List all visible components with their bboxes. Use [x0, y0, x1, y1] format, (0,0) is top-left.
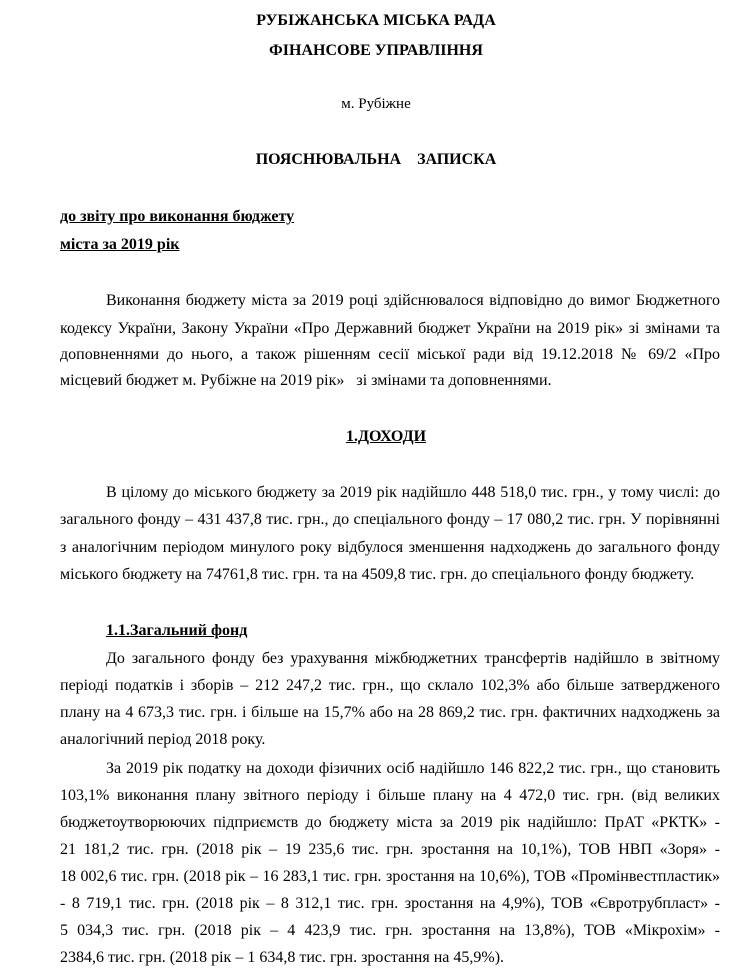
- general-fund-p2-line-4: 21 181,2 тис. грн. (2018 рік – 19 235,6 тис. грн. зростання на 10,1%), ТОВ НВП «Зоря» -: [60, 841, 720, 858]
- general-fund-p1-line-3: плану на 4 673,3 тис. грн. і більше на 15,7% або на 28 869,2 тис. грн. фактичних надходжень за: [60, 704, 720, 721]
- general-fund-p2-line-1: За 2019 рік податку на доходи фізичних осіб надійшло 146 822,2 тис. грн., що становить: [106, 760, 720, 777]
- general-fund-p1-line-1: До загального фонду без урахування міжбюджетних трансфертів надійшло в звітному: [106, 650, 720, 667]
- income-line-4: міського бюджету на 74761,8 тис. грн. та на 4509,8 тис. грн. до спеціального фонду бюджету.: [60, 566, 695, 583]
- income-line-3: з аналогічним періодом минулого року відбулося зменшення надходжень до загального фонду: [60, 539, 720, 556]
- general-fund-p2-line-3: бюджетоутворюючих підприємств до бюджету міста за 2019 рік надійшло: ПрАТ «РКТК» -: [60, 814, 720, 831]
- general-fund-p2-line-6: - 8 719,1 тис. грн. (2018 рік – 8 312,1 тис. грн. зростання на 4,9%), ТОВ «Євротрубпласт» -: [60, 895, 720, 912]
- general-fund-p2-line-2: 103,1% виконання плану звітного періоду і більше плану на 4 472,0 тис. грн. (від великих: [60, 787, 720, 804]
- general-fund-p2-line-5: 18 002,6 тис. грн. (2018 рік – 16 283,1 тис. грн. зростання на 10,6%), ТОВ «Промінвестпластик»: [60, 868, 720, 885]
- general-fund-p2-line-7: 5 034,3 тис. грн. (2018 рік – 4 423,9 тис. грн. зростання на 13,8%), ТОВ «Мікрохім» -: [60, 922, 720, 939]
- subtitle-line-1: до звіту про виконання бюджету: [60, 208, 295, 225]
- council-name: РУБІЖАНСЬКА МІСЬКА РАДА: [256, 12, 496, 29]
- general-fund-p1-line-4: аналогічний період 2018 року.: [60, 731, 266, 748]
- general-fund-p1-line-2: періоді податків і зборів – 212 247,2 тис. грн., що склало 102,3% або більше затвердженого: [60, 677, 720, 694]
- intro-line-1: Виконання бюджету міста за 2019 році здійснювалося відповідно до вимог Бюджетного: [106, 292, 720, 309]
- subsection-heading-general-fund: 1.1.Загальний фонд: [106, 622, 248, 639]
- intro-line-2: кодексу України, Закону України «Про Державний бюджет України на 2019 рік» зі змінами та: [60, 320, 720, 337]
- section-heading-income: 1.ДОХОДИ: [345, 428, 427, 445]
- city-name: м. Рубіжне: [341, 96, 411, 112]
- document-title: ПОЯСНЮВАЛЬНА ЗАПИСКА: [255, 151, 497, 168]
- department-name: ФІНАНСОВЕ УПРАВЛІННЯ: [269, 42, 483, 59]
- income-line-1: В цілому до міського бюджету за 2019 рік надійшло 448 518,0 тис. грн., у тому числі: до: [106, 484, 720, 501]
- subtitle-line-2: міста за 2019 рік: [60, 236, 180, 253]
- general-fund-p2-line-8: 2384,6 тис. грн. (2018 рік – 1 634,8 тис. грн. зростання на 45,9%).: [60, 949, 505, 966]
- intro-line-4: місцевий бюджет м. Рубіжне на 2019 рік» зі змінами та доповненнями.: [60, 372, 552, 389]
- intro-line-3: доповненнями до нього, а також рішенням сесії міської ради від 19.12.2018 № 69/2 «Про: [60, 346, 720, 363]
- income-line-2: загального фонду – 431 437,8 тис. грн., до спеціального фонду – 17 080,2 тис. грн. У порівнянні: [60, 511, 720, 528]
